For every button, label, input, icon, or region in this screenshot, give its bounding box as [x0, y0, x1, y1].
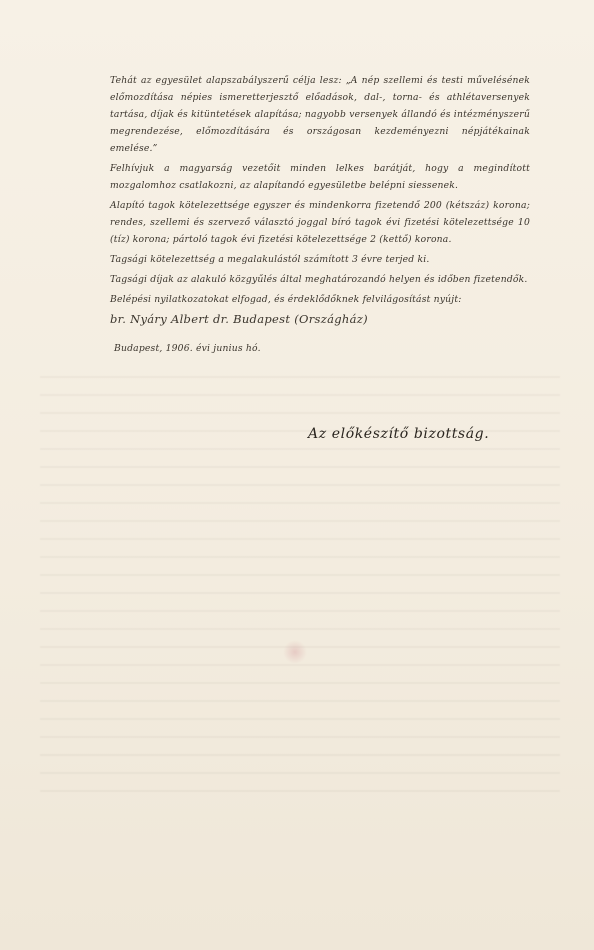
paragraph-membership-fees: Alapító tagok kötelezettsége egyszer és mindenkorra fizetendő 200 (kétszáz) korona; rendes, szellemi és szervező választó joggal bíró tagok évi fizetési kötelezettsége 10 (tíz) korona; pártoló tagok évi fizetési kötelezettsége 2 (kettő) korona. — [110, 200, 530, 245]
paragraph-fee-payment: Tagsági díjak az alakuló közgyűlés által meghatározandó helyen és időben fizetendők. — [110, 274, 528, 285]
date-line: Budapest, 1906. évi junius hó. — [114, 343, 261, 354]
document-body — [110, 72, 530, 360]
paragraph-registration: Belépési nyilatkozatokat elfogad, és érdeklődőknek felvilágosítást nyújt: — [110, 294, 462, 305]
paper-stain — [283, 640, 307, 664]
contact-line: br. Nyáry Albert dr. Budapest (Országház) — [110, 312, 368, 326]
paragraph-membership-duration: Tagsági kötelezettség a megalakulástól számított 3 évre terjed ki. — [110, 254, 430, 265]
paragraph-appeal: Felhívjuk a magyarság vezetőit minden lelkes barátját, hogy a megindított mozgalomhoz csatlakozni, az alapítandó egyesületbe belépni siessenek. — [110, 163, 530, 191]
signature: Az előkészítő bizottság. — [308, 426, 490, 442]
paragraph-purpose: Tehát az egyesület alapszabályszerű célja lesz: „A nép szellemi és testi művelésének előmozdítása népies ismeretterjesztő előadások, dal-, torna- és athlétaversenyek tartása, díjak és kitüntetések alapítása; nagyobb versenyek állandó és intézményszerű megrendezése, előmozdítására és országosan kezdeményezni népjátékainak emelése.” — [110, 75, 530, 154]
